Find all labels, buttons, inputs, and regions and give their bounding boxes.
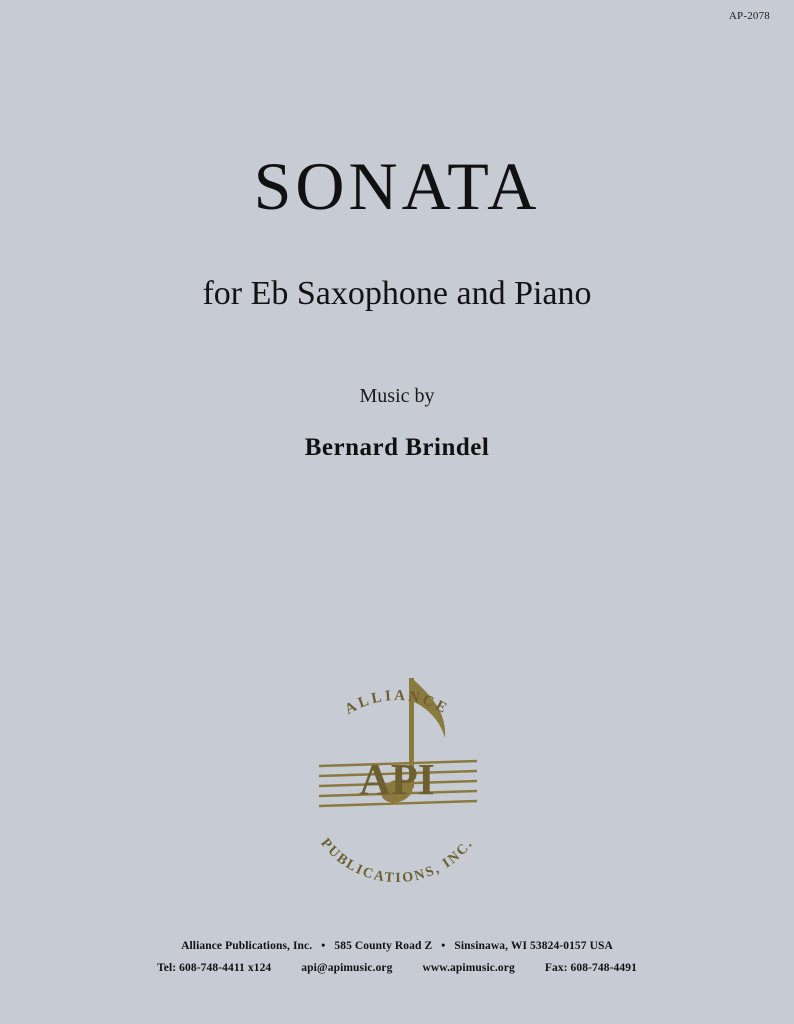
footer-email[interactable]: api@apimusic.org — [301, 962, 393, 975]
footer-telephone: Tel: 608-748-4411 x124 — [157, 962, 272, 975]
logo-arc-bottom-text: PUBLICATIONS, INC. — [317, 836, 477, 887]
publisher-logo — [0, 650, 794, 900]
footer-line-contact — [0, 958, 794, 980]
footer-website[interactable]: www.apimusic.org — [422, 962, 515, 975]
composer-name: Bernard Brindel — [304, 434, 490, 461]
logo-arc-top-text: ALLIANCE — [342, 687, 452, 719]
footer-city-state-zip: Sinsinawa, WI 53824-0157 USA — [454, 940, 613, 953]
footer — [0, 936, 794, 980]
catalog-number: AP-2078 — [728, 10, 770, 22]
footer-bullet-2: • — [441, 940, 446, 953]
footer-fax: Fax: 608-748-4491 — [544, 962, 637, 975]
footer-address: 585 County Road Z — [334, 940, 433, 953]
page-subtitle: for Eb Saxophone and Piano — [202, 275, 592, 312]
alliance-publications-logo-icon — [287, 660, 507, 890]
page-title: SONATA — [253, 148, 541, 224]
footer-bullet-1: • — [321, 940, 326, 953]
footer-publisher: Alliance Publications, Inc. — [181, 940, 313, 953]
footer-line-address — [0, 936, 794, 958]
logo-monogram: API — [359, 755, 435, 804]
music-by-label: Music by — [359, 385, 435, 407]
